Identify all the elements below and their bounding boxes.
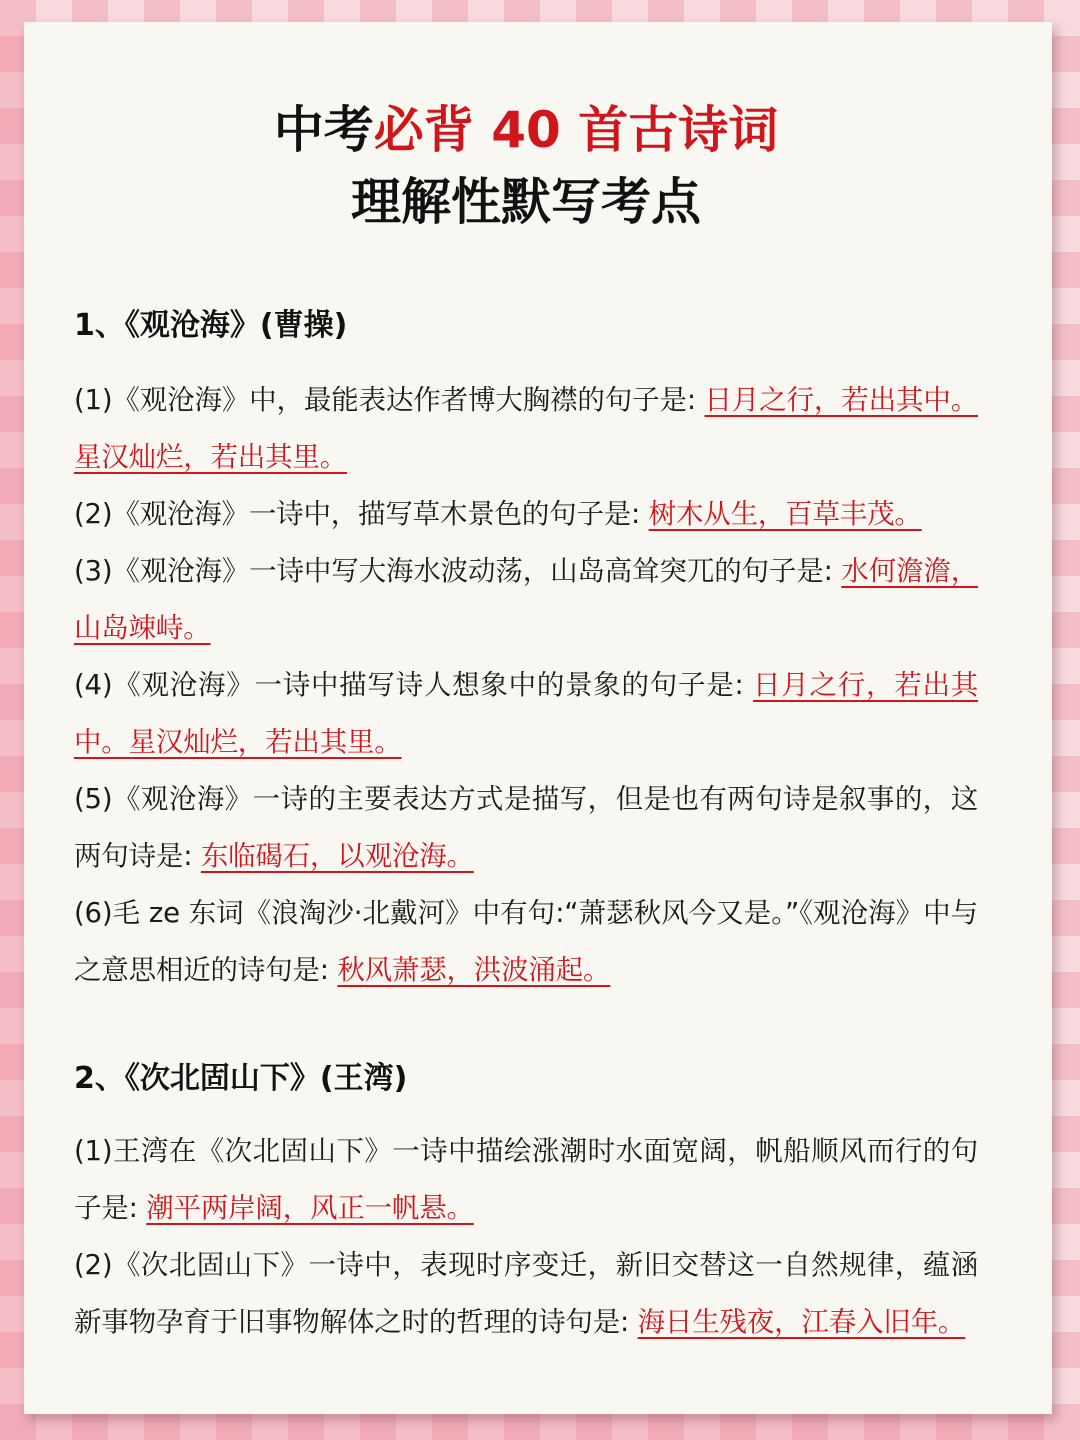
answer-text: 树木从生，百草丰茂。 — [648, 498, 922, 530]
question-text: (6)毛 ze 东词《浪淘沙·北戴河》中有句:“萧瑟秋风今又是。”《观沧海》中与之意思相近的诗句是: — [74, 897, 978, 986]
question-text: (5)《观沧海》一诗的主要表达方式是描写，但是也有两句诗是叙事的，这两句诗是: — [74, 783, 978, 872]
section-heading-cibeigushanxia: 2、《次北固山下》(王湾) — [74, 1061, 408, 1096]
question-list-2 — [74, 1123, 978, 1351]
answer-text: 东临碣石，以观沧海。 — [200, 840, 474, 872]
title-prefix: 中考 — [273, 101, 374, 159]
title-line-2: 理解性默写考点 — [351, 173, 701, 231]
answer-text: 秋风萧瑟，洪波涌起。 — [337, 954, 611, 986]
question-text: (3)《观沧海》一诗中写大海水波动荡，山岛高耸突兀的句子是: — [74, 555, 842, 587]
question-item — [74, 372, 978, 486]
question-item — [74, 1123, 978, 1237]
answer-text: 日月之行，若出其中。星汉灿烂，若出其里。 — [74, 384, 979, 473]
question-text: (1)《观沧海》中，最能表达作者博大胸襟的句子是: — [74, 384, 705, 416]
answer-text: 海日生残夜，江春入旧年。 — [637, 1306, 966, 1338]
question-item — [74, 885, 978, 999]
question-text: (1)王湾在《次北固山下》一诗中描绘涨潮时水面宽阔，帆船顺风而行的句子是: — [74, 1135, 978, 1224]
question-item — [74, 486, 978, 543]
question-item — [74, 771, 978, 885]
answer-text: 潮平两岸阔，风正一帆悬。 — [146, 1192, 474, 1224]
question-text: (2)《观沧海》一诗中，描写草木景色的句子是: — [74, 498, 649, 530]
question-item — [74, 657, 978, 771]
page-title — [74, 94, 978, 238]
question-text: (4)《观沧海》一诗中描写诗人想象中的景象的句子是: — [74, 669, 754, 701]
title-line-1 — [74, 94, 978, 166]
question-item — [74, 1237, 978, 1351]
answer-text: 水何澹澹，山岛竦峙。 — [74, 555, 978, 644]
question-item — [74, 543, 978, 657]
title-highlight: 必背 40 首古诗词 — [373, 101, 779, 159]
question-text: (2)《次北固山下》一诗中，表现时序变迁，新旧交替这一自然规律，蕴涵新事物孕育于旧事物解体之时的哲理的诗句是: — [74, 1249, 978, 1338]
content-card — [24, 22, 1052, 1414]
section-heading-guancanghai: 1、《观沧海》(曹操) — [74, 308, 348, 343]
answer-text: 日月之行，若出其中。星汉灿烂，若出其里。 — [74, 669, 979, 758]
question-list-1 — [74, 372, 978, 999]
